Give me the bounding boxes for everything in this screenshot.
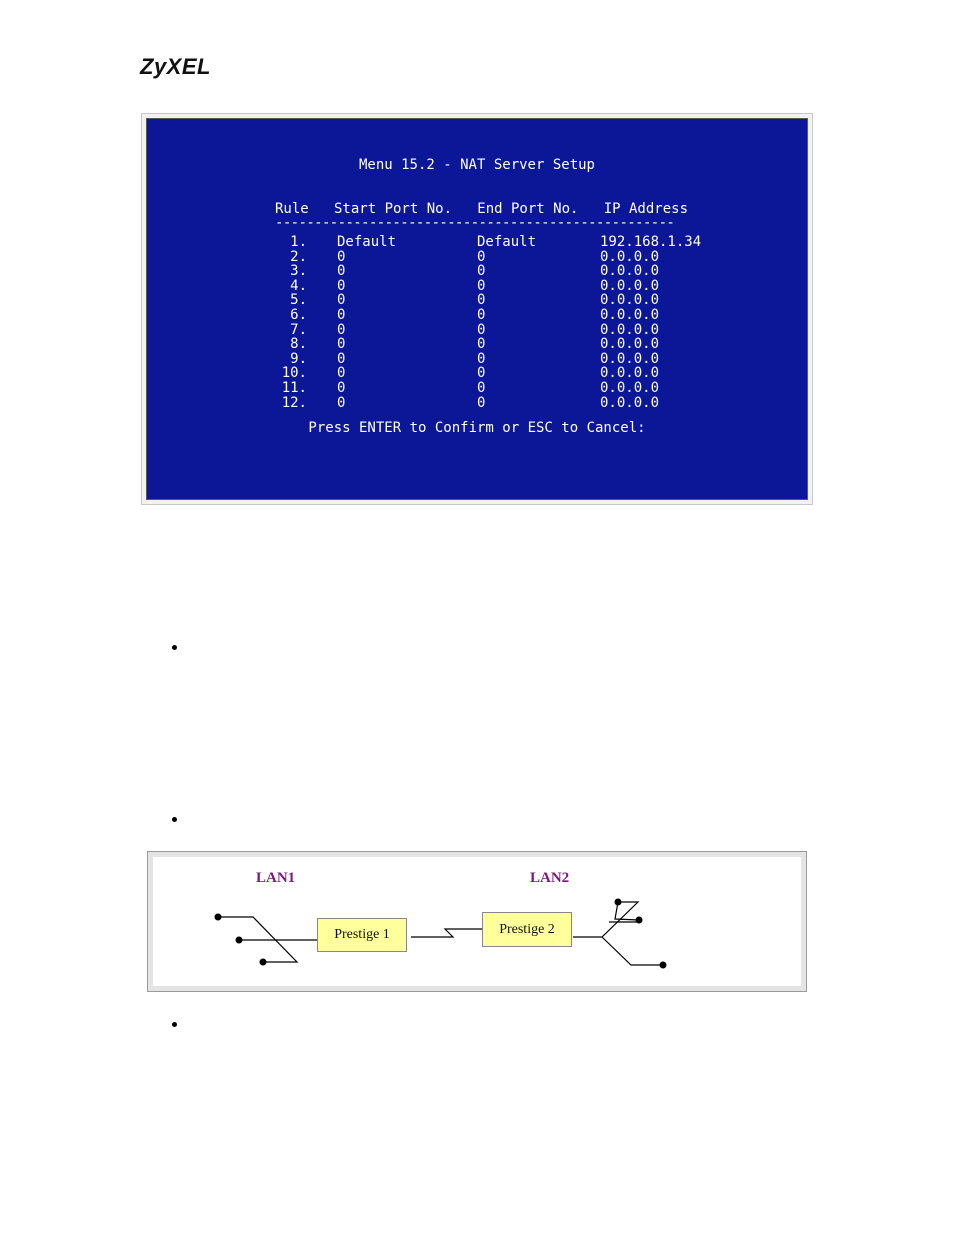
table-separator: --------------------------------------------------- xyxy=(275,215,675,231)
host-node-icon xyxy=(215,914,222,921)
rule-number: 4. xyxy=(290,277,307,294)
bullet-point xyxy=(172,817,177,822)
router-prestige-2: Prestige 2 xyxy=(482,912,572,947)
ip-address: 192.168.1.34 xyxy=(600,234,702,250)
bullet-point xyxy=(172,645,177,650)
end-port: 0 xyxy=(477,394,486,411)
host-node-icon xyxy=(660,962,667,969)
end-port: 0 xyxy=(477,336,486,353)
ip-address: 0.0.0.0 xyxy=(600,350,660,367)
terminal-screenshot xyxy=(141,113,813,505)
end-port: Default xyxy=(477,234,537,250)
ip-address: 0.0.0.0 xyxy=(600,307,660,323)
ip-address: 0.0.0.0 xyxy=(600,321,660,338)
end-port: 0 xyxy=(477,380,486,396)
ip-address: 0.0.0.0 xyxy=(600,365,660,382)
start-port: 0 xyxy=(337,350,346,367)
end-port: 0 xyxy=(477,248,486,265)
start-port: 0 xyxy=(337,248,346,265)
start-port: 0 xyxy=(337,277,346,294)
bullet-point xyxy=(172,1022,177,1027)
network-diagram-canvas xyxy=(153,857,801,986)
network-diagram xyxy=(147,851,807,992)
rule-number: 11. xyxy=(281,380,307,396)
rule-number: 1. xyxy=(290,234,307,250)
start-port: 0 xyxy=(337,321,346,338)
confirm-prompt: Press ENTER to Confirm or ESC to Cancel: xyxy=(308,420,646,436)
rule-number: 8. xyxy=(290,336,307,353)
end-port: 0 xyxy=(477,350,486,367)
ip-address: 0.0.0.0 xyxy=(600,394,660,411)
ip-address: 0.0.0.0 xyxy=(600,336,660,353)
ip-address: 0.0.0.0 xyxy=(600,277,660,294)
network-links xyxy=(153,857,801,986)
start-port: 0 xyxy=(337,263,346,280)
host-node-icon xyxy=(236,937,243,944)
ip-address: 0.0.0.0 xyxy=(600,380,660,396)
start-port: 0 xyxy=(337,336,346,353)
rule-number: 5. xyxy=(290,292,307,309)
menu-title: Menu 15.2 - NAT Server Setup xyxy=(358,157,595,173)
table-header: Rule Start Port No. End Port No. IP Address xyxy=(275,201,689,217)
start-port: 0 xyxy=(337,292,346,309)
zyxel-logo: ZyXEL xyxy=(140,54,211,79)
host-node-icon xyxy=(615,899,622,906)
start-port: 0 xyxy=(337,380,346,396)
router-prestige-1: Prestige 1 xyxy=(317,918,407,952)
lan1-label: LAN1 xyxy=(256,870,296,886)
rule-number: 2. xyxy=(290,248,307,265)
rule-number: 6. xyxy=(290,307,307,323)
end-port: 0 xyxy=(477,263,486,280)
end-port: 0 xyxy=(477,365,486,382)
end-port: 0 xyxy=(477,307,486,323)
start-port: 0 xyxy=(337,365,346,382)
lan1-links xyxy=(218,902,663,965)
rule-number: 9. xyxy=(290,350,307,367)
end-port: 0 xyxy=(477,277,486,294)
rule-number: 3. xyxy=(290,263,307,280)
ip-address: 0.0.0.0 xyxy=(600,248,660,265)
terminal-screen xyxy=(146,118,808,500)
rule-number: 12. xyxy=(281,394,307,411)
rule-number: 7. xyxy=(290,321,307,338)
host-node-icon xyxy=(260,959,267,966)
ip-address: 0.0.0.0 xyxy=(600,263,660,280)
start-port: Default xyxy=(337,234,397,250)
host-node-icon xyxy=(636,917,643,924)
lan2-label: LAN2 xyxy=(530,870,570,886)
end-port: 0 xyxy=(477,292,486,309)
start-port: 0 xyxy=(337,307,346,323)
host-nodes xyxy=(215,899,667,969)
end-port: 0 xyxy=(477,321,486,338)
ip-address: 0.0.0.0 xyxy=(600,292,660,309)
start-port: 0 xyxy=(337,394,346,411)
rule-number: 10. xyxy=(281,365,307,382)
